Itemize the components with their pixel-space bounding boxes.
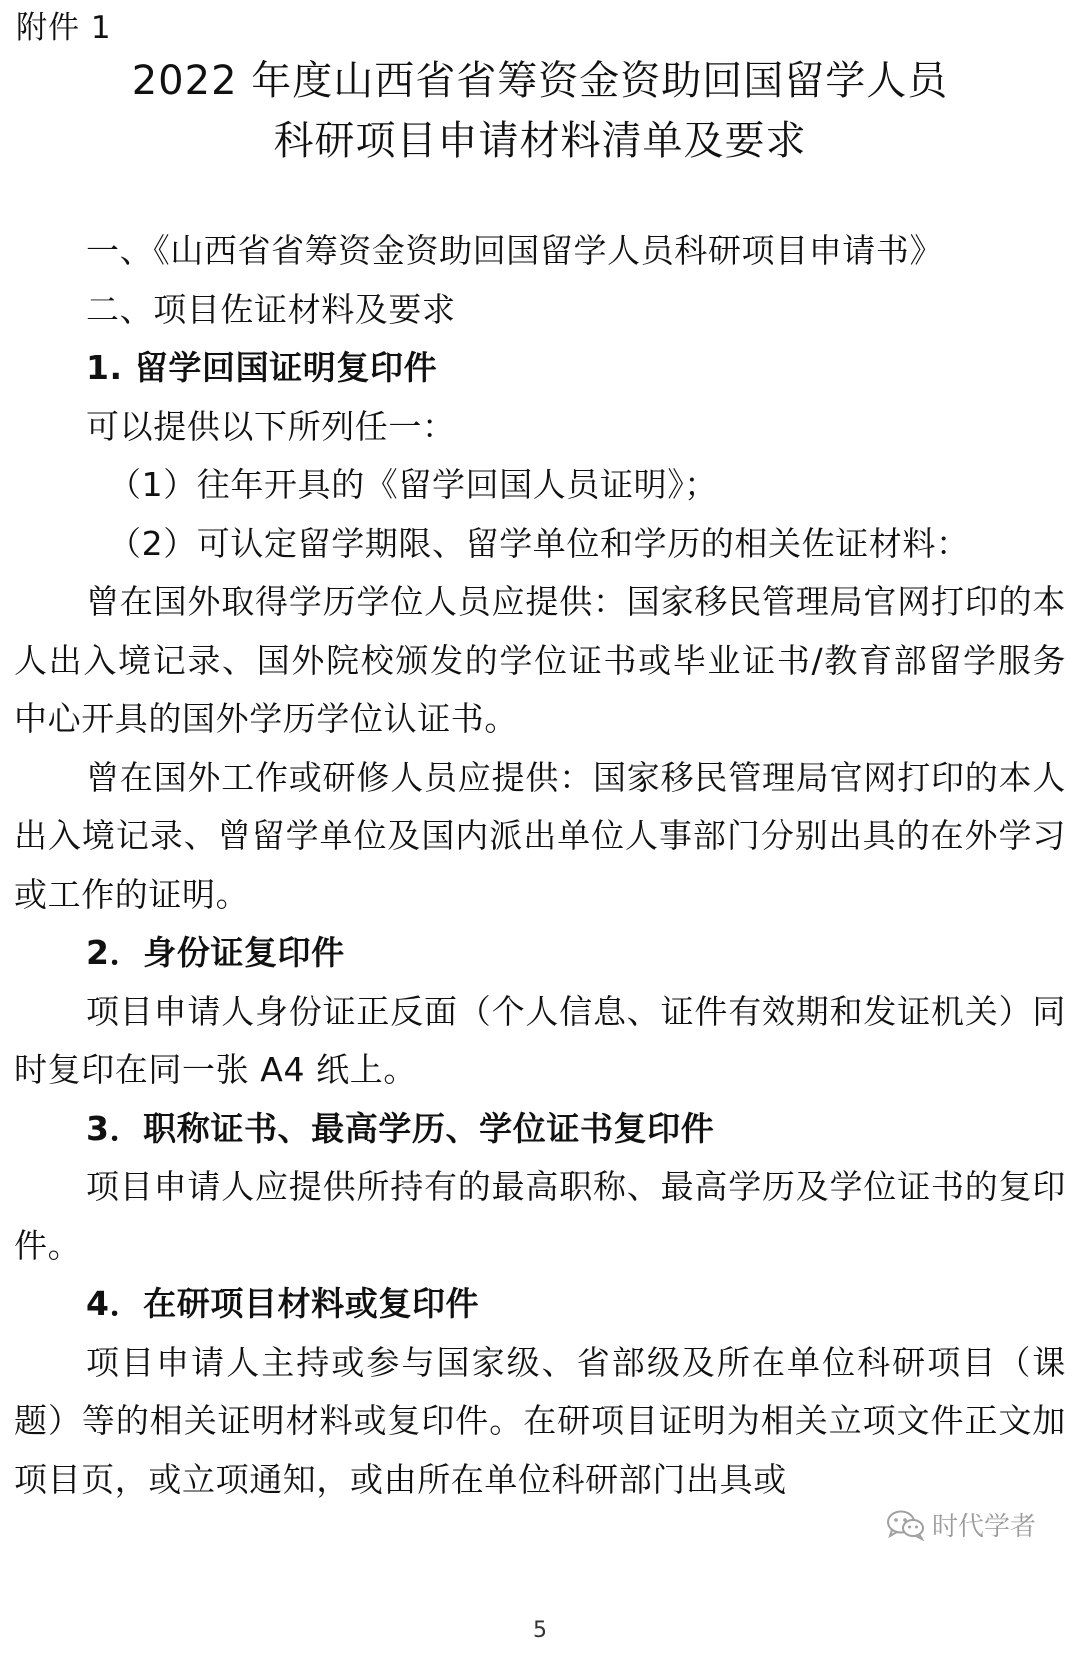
section-heading: 4．在研项目材料或复印件 <box>86 1284 480 1323</box>
section-heading: 2．身份证复印件 <box>86 933 345 972</box>
paragraph: 曾在国外工作或研修人员应提供：国家移民管理局官网打印的本人出入境记录、曾留学单位及国内派出单位人事部门分别出具的在外学习或工作的证明。 <box>14 757 1066 914</box>
document-body <box>14 222 1066 1509</box>
list-item: （2）可认定留学期限、留学单位和学历的相关佐证材料： <box>108 523 970 563</box>
paragraph: 项目申请人主持或参与国家级、省部级及所在单位科研项目（课题）等的相关证明材料或复印件。在研项目证明为相关立项文件正文加项目页，或立项通知，或由所在单位科研部门出具或 <box>14 1342 1066 1499</box>
paragraph: 一、《山西省省筹资金资助回国留学人员科研项目申请书》 <box>86 231 944 270</box>
section-heading: 1. 留学回国证明复印件 <box>86 348 438 387</box>
wechat-icon <box>886 1509 926 1541</box>
watermark <box>886 1506 1036 1543</box>
watermark-text: 时代学者 <box>931 1512 1036 1542</box>
paragraph: 项目申请人身份证正反面（个人信息、证件有效期和发证机关）同时复印在同一张 A4 纸上。 <box>14 991 1066 1089</box>
document-title-line-2: 科研项目申请材料清单及要求 <box>273 118 807 164</box>
document-title-line-1: 2022 年度山西省省筹资金资助回国留学人员 <box>131 58 949 104</box>
section-heading: 3．职称证书、最高学历、学位证书复印件 <box>86 1108 715 1148</box>
page-number: 5 <box>533 1618 547 1643</box>
attachment-label: 附件 1 <box>16 10 112 46</box>
paragraph: 曾在国外取得学历学位人员应提供：国家移民管理局官网打印的本人出入境记录、国外院校颁发的学位证书或毕业证书/教育部留学服务中心开具的国外学历学位认证书。 <box>14 582 1066 738</box>
paragraph: 可以提供以下所列任一： <box>86 406 456 446</box>
list-item: （1）往年开具的《留学回国人员证明》； <box>108 465 718 504</box>
paragraph: 二、项目佐证材料及要求 <box>86 289 456 329</box>
paragraph: 项目申请人应提供所持有的最高职称、最高学历及学位证书的复印件。 <box>14 1167 1066 1265</box>
